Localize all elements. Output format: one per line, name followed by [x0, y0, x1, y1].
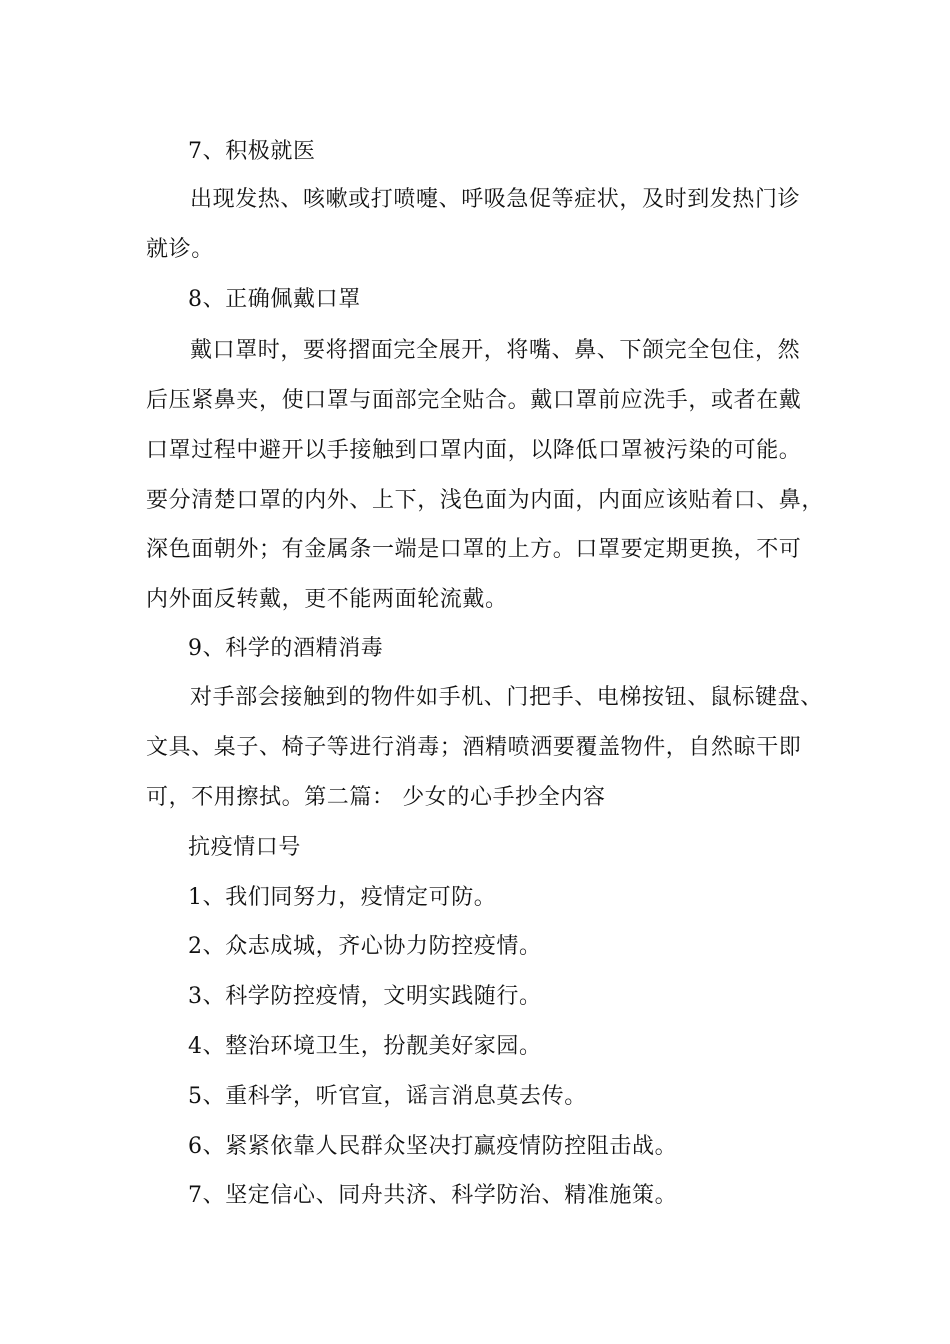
section-8-body-line-2: 后压紧鼻夹，使口罩与面部完全贴合。戴口罩前应洗手，或者在戴: [146, 388, 802, 413]
slogan-item-4: 4、整治环境卫生，扮靓美好家园。: [188, 1034, 542, 1059]
section-9-heading: 9、科学的酒精消毒: [188, 636, 384, 661]
section-9-body-line-1: 对手部会接触到的物件如手机、门把手、电梯按钮、鼠标键盘、: [190, 685, 823, 710]
slogan-item-7: 7、坚定信心、同舟共济、科学防治、精准施策。: [188, 1183, 678, 1208]
section-9-body-line-3: 可，不用擦拭。第二篇： 少女的心手抄全内容: [146, 785, 606, 810]
section-9-body-line-2: 文具、桌子、椅子等进行消毒；酒精喷洒要覆盖物件，自然晾干即: [146, 735, 802, 760]
section-7-body-line-2: 就诊。: [146, 237, 214, 262]
section-8-body-line-5: 深色面朝外；有金属条一端是口罩的上方。口罩要定期更换，不可: [146, 537, 802, 562]
slogan-item-3: 3、科学防控疫情，文明实践随行。: [188, 984, 542, 1009]
section-8-body-line-1: 戴口罩时，要将摺面完全展开，将嘴、鼻、下颌完全包住，然: [190, 338, 801, 363]
section-8-body-line-6: 内外面反转戴，更不能两面轮流戴。: [146, 587, 508, 612]
section-8-body-line-3: 口罩过程中避开以手接触到口罩内面，以降低口罩被污染的可能。: [146, 438, 802, 463]
slogans-title: 抗疫情口号: [188, 835, 302, 860]
section-7-body-line-1: 出现发热、咳嗽或打喷嚏、呼吸急促等症状，及时到发热门诊: [190, 187, 801, 212]
section-8-heading: 8、正确佩戴口罩: [188, 287, 361, 312]
slogan-item-5: 5、重科学，听官宣，谣言消息莫去传。: [188, 1084, 587, 1109]
slogan-item-2: 2、众志成城，齐心协力防控疫情。: [188, 934, 542, 959]
section-7-heading: 7、积极就医: [188, 139, 316, 164]
slogan-item-1: 1、我们同努力，疫情定可防。: [188, 885, 497, 910]
section-8-body-line-4: 要分清楚口罩的内外、上下，浅色面为内面，内面应该贴着口、鼻，: [146, 488, 825, 513]
slogan-item-6: 6、紧紧依靠人民群众坚决打赢疫情防控阻击战。: [188, 1134, 678, 1159]
